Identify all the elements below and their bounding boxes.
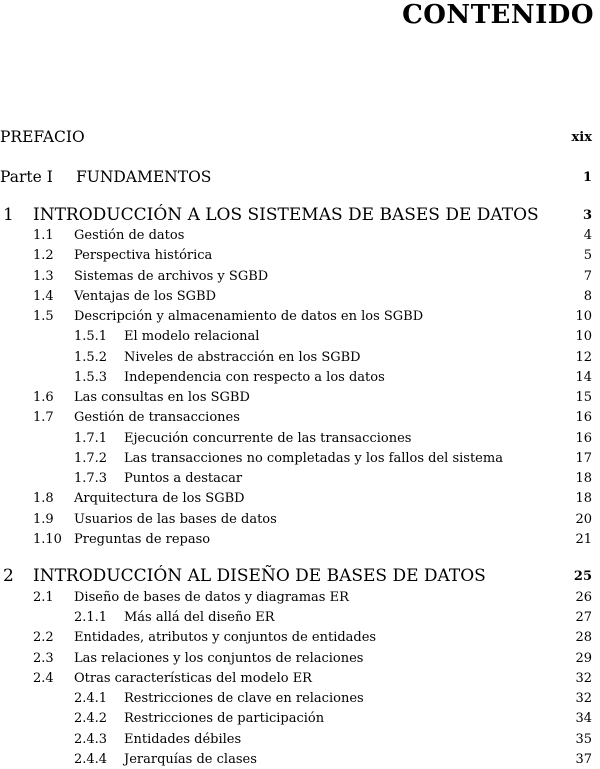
toc-entry xyxy=(0,309,600,327)
chapter-page: 3 xyxy=(582,208,592,223)
entry-number: 1.4 xyxy=(33,289,54,304)
entry-number: 1.6 xyxy=(33,390,54,405)
chapter-number: 1 xyxy=(3,205,14,225)
chapter-page: 25 xyxy=(573,569,592,584)
part-title: FUNDAMENTOS xyxy=(76,168,212,186)
entry-page: 5 xyxy=(583,248,592,263)
entry-page: 16 xyxy=(575,410,592,425)
toc-entry xyxy=(0,228,600,246)
entry-page: 10 xyxy=(575,329,592,344)
toc-entry xyxy=(0,471,600,489)
entry-title: Las relaciones y los conjuntos de relaciones xyxy=(74,651,364,666)
entry-page: 18 xyxy=(575,471,592,486)
entry-number: 1.10 xyxy=(33,532,62,547)
entry-title: Jerarquías de clases xyxy=(124,752,257,767)
entry-number: 1.5.2 xyxy=(74,350,108,365)
entry-page: 37 xyxy=(575,752,592,767)
toc-entry xyxy=(0,590,600,608)
toc-entry xyxy=(0,350,600,368)
entry-number: 1.7.2 xyxy=(74,451,108,466)
prefacio-label: PREFACIO xyxy=(0,128,85,146)
entry-page: 21 xyxy=(575,532,592,547)
entry-page: 7 xyxy=(583,269,592,284)
entry-title: Restricciones de participación xyxy=(124,711,325,726)
toc-chapter-2 xyxy=(0,566,600,588)
entry-number: 2.4.1 xyxy=(74,691,108,706)
entry-title: Descripción y almacenamiento de datos en los SGBD xyxy=(74,309,424,324)
toc-entry xyxy=(0,329,600,347)
entry-number: 2.1 xyxy=(33,590,54,605)
entry-page: 27 xyxy=(575,610,592,625)
entry-number: 1.3 xyxy=(33,269,54,284)
entry-title: Las consultas en los SGBD xyxy=(74,390,250,405)
entry-number: 2.1.1 xyxy=(74,610,108,625)
entry-title: Perspectiva histórica xyxy=(74,248,213,263)
toc-entry xyxy=(0,451,600,469)
toc-entry xyxy=(0,248,600,266)
chapter-title: INTRODUCCIÓN AL DISEÑO DE BASES DE DATOS xyxy=(33,566,486,586)
entry-number: 1.5.3 xyxy=(74,370,108,385)
entry-title: Independencia con respecto a los datos xyxy=(124,370,385,385)
toc-entry xyxy=(0,491,600,509)
chapter-title: INTRODUCCIÓN A LOS SISTEMAS DE BASES DE DATOS xyxy=(33,205,539,225)
entry-title: Otras características del modelo ER xyxy=(74,671,312,686)
page-title: CONTENIDO xyxy=(402,0,594,30)
entry-page: 16 xyxy=(575,431,592,446)
entry-page: 17 xyxy=(575,451,592,466)
prefacio-page: xix xyxy=(571,130,592,145)
entry-number: 2.4.4 xyxy=(74,752,108,767)
toc-entry xyxy=(0,610,600,628)
entry-title: Niveles de abstracción en los SGBD xyxy=(124,350,361,365)
entry-number: 1.7 xyxy=(33,410,54,425)
entry-page: 12 xyxy=(575,350,592,365)
toc-entry xyxy=(0,512,600,530)
toc-entry xyxy=(0,390,600,408)
entry-number: 1.2 xyxy=(33,248,54,263)
toc-part-1 xyxy=(0,168,600,188)
chapter-number: 2 xyxy=(3,566,14,586)
toc-entry xyxy=(0,532,600,550)
entry-number: 1.5.1 xyxy=(74,329,108,344)
entry-title: Gestión de transacciones xyxy=(74,410,240,425)
toc-entry xyxy=(0,752,600,769)
entry-title: Usuarios de las bases de datos xyxy=(74,512,277,527)
entry-title: Restricciones de clave en relaciones xyxy=(124,691,364,706)
toc-entry xyxy=(0,651,600,669)
toc-chapter-1 xyxy=(0,205,600,227)
part-page: 1 xyxy=(582,170,592,185)
entry-page: 32 xyxy=(575,691,592,706)
entry-page: 4 xyxy=(583,228,592,243)
toc-prefacio xyxy=(0,128,600,148)
entry-title: Arquitectura de los SGBD xyxy=(74,491,245,506)
entry-number: 1.8 xyxy=(33,491,54,506)
entry-title: Ejecución concurrente de las transacciones xyxy=(124,431,412,446)
entry-number: 2.4 xyxy=(33,671,54,686)
entry-number: 1.7.3 xyxy=(74,471,108,486)
toc-entry xyxy=(0,671,600,689)
entry-page: 8 xyxy=(583,289,592,304)
part-number: Parte I xyxy=(0,168,53,186)
toc-entry xyxy=(0,711,600,729)
toc-entry xyxy=(0,410,600,428)
entry-title: Entidades débiles xyxy=(124,732,242,747)
entry-number: 1.9 xyxy=(33,512,54,527)
entry-page: 18 xyxy=(575,491,592,506)
toc-entry xyxy=(0,732,600,750)
entry-title: Gestión de datos xyxy=(74,228,185,243)
entry-title: Entidades, atributos y conjuntos de entidades xyxy=(74,630,377,645)
toc-entry xyxy=(0,289,600,307)
toc-entry xyxy=(0,630,600,648)
toc-entry xyxy=(0,269,600,287)
entry-page: 34 xyxy=(575,711,592,726)
entry-number: 1.5 xyxy=(33,309,54,324)
toc-entry xyxy=(0,691,600,709)
toc-entry xyxy=(0,431,600,449)
toc-entry xyxy=(0,370,600,388)
entry-number: 2.3 xyxy=(33,651,54,666)
entry-page: 14 xyxy=(575,370,592,385)
entry-page: 35 xyxy=(575,732,592,747)
entry-title: Preguntas de repaso xyxy=(74,532,211,547)
entry-number: 1.7.1 xyxy=(74,431,108,446)
entry-title: Ventajas de los SGBD xyxy=(74,289,217,304)
entry-number: 2.4.2 xyxy=(74,711,108,726)
entry-number: 2.4.3 xyxy=(74,732,108,747)
entry-number: 1.1 xyxy=(33,228,54,243)
entry-title: Más allá del diseño ER xyxy=(124,610,275,625)
entry-title: Diseño de bases de datos y diagramas ER xyxy=(74,590,349,605)
entry-title: Sistemas de archivos y SGBD xyxy=(74,269,269,284)
entry-title: Las transacciones no completadas y los fallos del sistema xyxy=(124,451,503,466)
entry-page: 28 xyxy=(575,630,592,645)
entry-page: 15 xyxy=(575,390,592,405)
entry-page: 26 xyxy=(575,590,592,605)
entry-title: El modelo relacional xyxy=(124,329,260,344)
entry-page: 29 xyxy=(575,651,592,666)
entry-title: Puntos a destacar xyxy=(124,471,243,486)
entry-number: 2.2 xyxy=(33,630,54,645)
entry-page: 10 xyxy=(575,309,592,324)
entry-page: 32 xyxy=(575,671,592,686)
entry-page: 20 xyxy=(575,512,592,527)
